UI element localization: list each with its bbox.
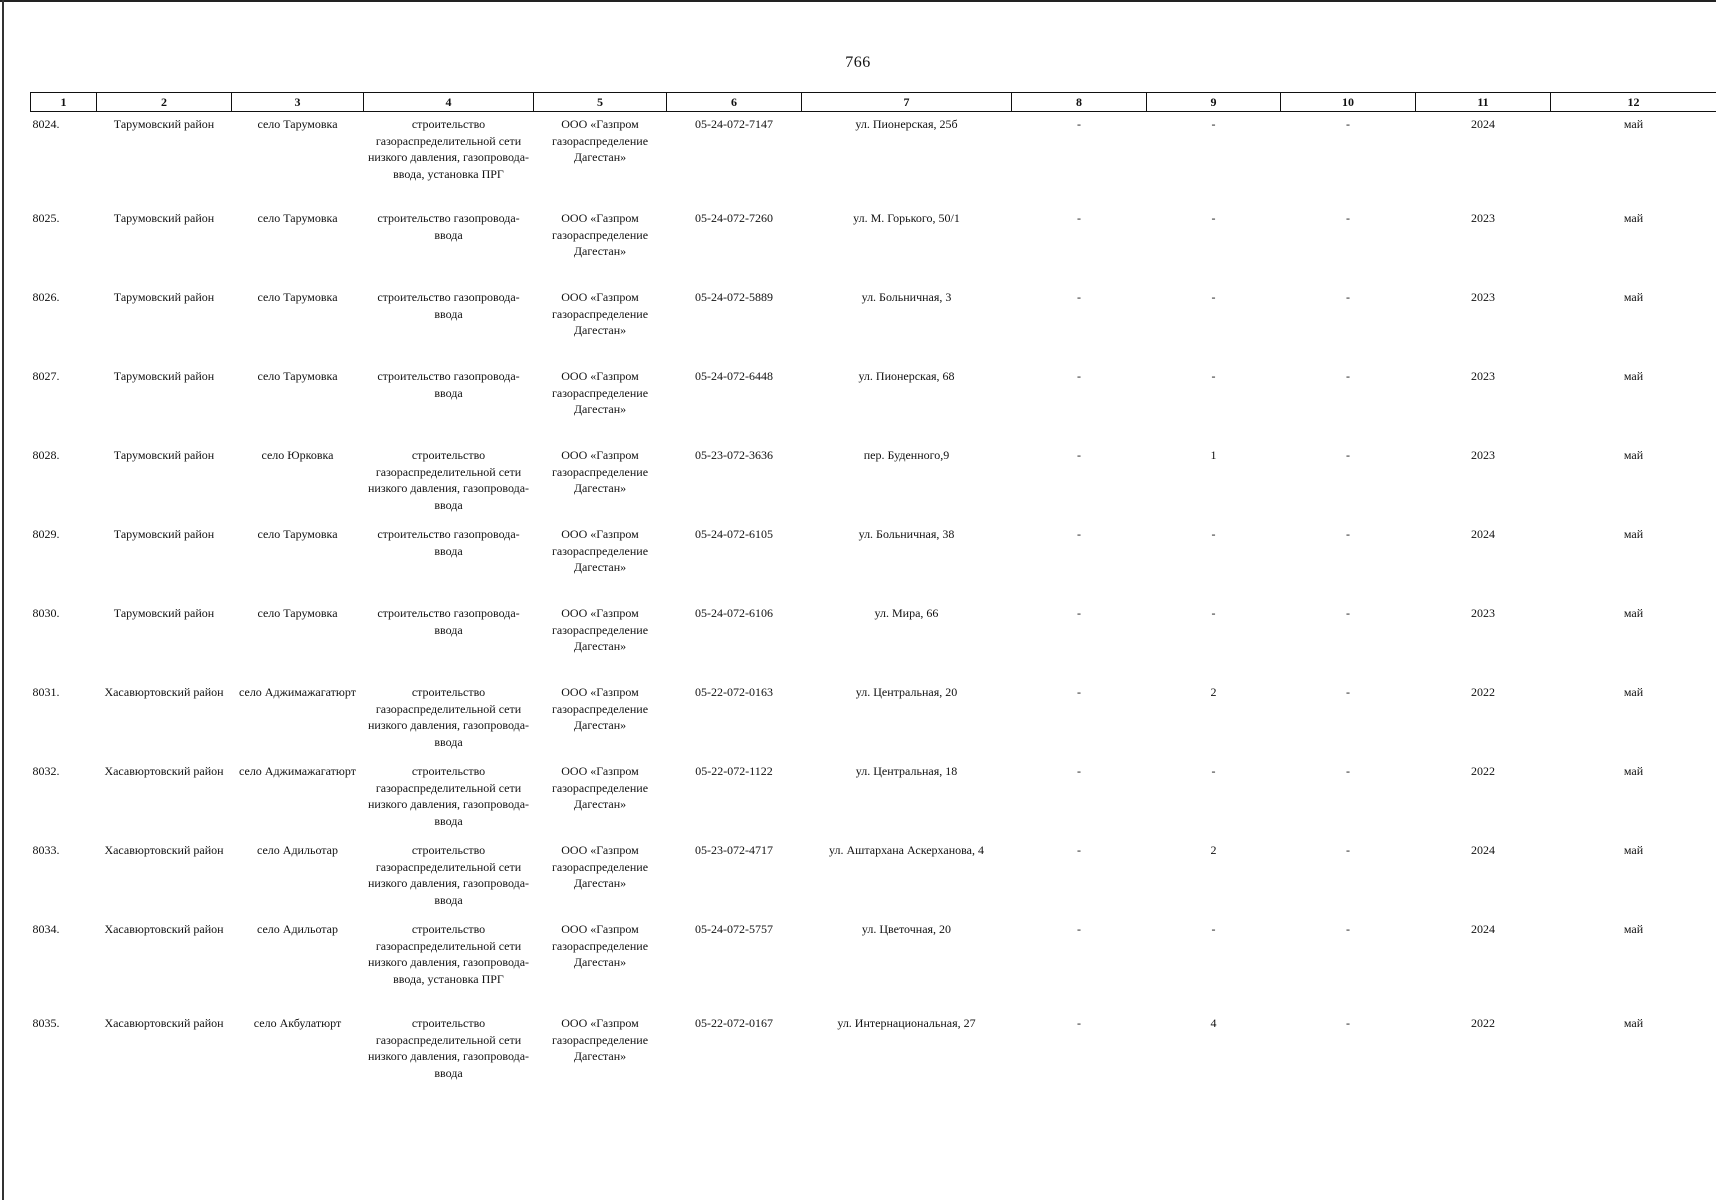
settlement-cell: село Тарумовка	[257, 211, 338, 225]
row-number: 8027.	[32, 369, 60, 383]
column-10-cell: -	[1346, 764, 1350, 778]
table-row	[31, 443, 1716, 522]
application-code-cell: 05-24-072-7260	[695, 211, 773, 225]
year-cell: 2024	[1471, 843, 1495, 857]
column-9-cell: -	[1211, 606, 1216, 620]
year-cell: 2023	[1471, 369, 1495, 383]
column-10-cell: -	[1346, 117, 1350, 131]
column-header-12: 12	[1551, 93, 1716, 112]
column-9-cell: 2	[1210, 685, 1217, 699]
column-header-9: 9	[1147, 93, 1281, 112]
year-cell: 2024	[1471, 922, 1495, 936]
application-code-cell: 05-23-072-4717	[695, 843, 773, 857]
column-10-cell: -	[1346, 527, 1350, 541]
work-description-cell: строительство газораспределительной сети низкого давления, газопровода-ввода	[367, 764, 530, 828]
page-left-border	[2, 0, 4, 1200]
region-cell: Хасавюртовский район	[104, 843, 224, 857]
application-code-cell: 05-22-072-0163	[695, 685, 773, 699]
row-number: 8026.	[32, 290, 60, 304]
row-number: 8032.	[32, 764, 60, 778]
column-8-cell: -	[1077, 117, 1081, 131]
organization-cell: ООО «Газпром газораспределение Дагестан»	[551, 448, 649, 495]
application-code-cell: 05-24-072-7147	[695, 117, 773, 131]
column-8-cell: -	[1077, 290, 1081, 304]
row-number: 8029.	[32, 527, 60, 541]
column-10-cell: -	[1346, 843, 1350, 857]
column-9-cell: 2	[1210, 843, 1217, 857]
region-cell: Тарумовский район	[113, 369, 215, 383]
year-cell: 2022	[1471, 1016, 1495, 1030]
region-cell: Тарумовский район	[113, 527, 215, 541]
work-description-cell: строительство газопровода-ввода	[377, 606, 520, 637]
application-code-cell: 05-22-072-0167	[695, 1016, 773, 1030]
column-8-cell: -	[1077, 527, 1081, 541]
column-8-cell: -	[1077, 764, 1081, 778]
year-cell: 2023	[1471, 290, 1495, 304]
header-row	[31, 93, 1716, 112]
address-cell: ул. Цветочная, 20	[861, 922, 952, 936]
column-8-cell: -	[1077, 685, 1081, 699]
column-9-cell: -	[1211, 922, 1216, 936]
settlement-cell: село Тарумовка	[257, 527, 338, 541]
work-description-cell: строительство газораспределительной сети низкого давления, газопровода-ввода	[367, 1016, 530, 1080]
column-10-cell: -	[1346, 606, 1350, 620]
month-cell: май	[1623, 764, 1644, 778]
application-code-cell: 05-22-072-1122	[695, 764, 773, 778]
settlement-cell: село Тарумовка	[257, 606, 338, 620]
column-8-cell: -	[1077, 448, 1081, 462]
work-description-cell: строительство газопровода-ввода	[377, 290, 520, 321]
address-cell: ул. Центральная, 20	[855, 685, 958, 699]
year-cell: 2023	[1471, 606, 1495, 620]
organization-cell: ООО «Газпром газораспределение Дагестан»	[551, 606, 649, 653]
organization-cell: ООО «Газпром газораспределение Дагестан»	[551, 117, 649, 164]
year-cell: 2024	[1471, 117, 1495, 131]
month-cell: май	[1623, 290, 1644, 304]
address-cell: ул. Аштархана Аскерханова, 4	[829, 843, 984, 857]
organization-cell: ООО «Газпром газораспределение Дагестан»	[551, 843, 649, 890]
row-number: 8030.	[32, 606, 60, 620]
region-cell: Хасавюртовский район	[104, 1016, 224, 1030]
settlement-cell: село Адильотар	[257, 843, 338, 857]
region-cell: Хасавюртовский район	[104, 685, 224, 699]
table-row	[31, 917, 1716, 1011]
column-header-7: 7	[802, 93, 1012, 112]
column-10-cell: -	[1346, 448, 1350, 462]
settlement-cell: село Тарумовка	[257, 369, 338, 383]
page-number: 766	[845, 54, 871, 71]
region-cell: Тарумовский район	[113, 290, 215, 304]
month-cell: май	[1623, 606, 1644, 620]
column-header-10: 10	[1281, 93, 1416, 112]
address-cell: ул. Пионерская, 68	[858, 369, 955, 383]
column-9-cell: -	[1211, 211, 1216, 225]
column-8-cell: -	[1077, 843, 1081, 857]
settlement-cell: село Тарумовка	[257, 117, 338, 131]
column-8-cell: -	[1077, 606, 1081, 620]
column-9-cell: 1	[1210, 448, 1217, 462]
row-number: 8034.	[32, 922, 60, 936]
organization-cell: ООО «Газпром газораспределение Дагестан»	[551, 290, 649, 337]
row-number: 8024.	[32, 117, 60, 131]
column-9-cell: 4	[1210, 1016, 1217, 1030]
row-number: 8031.	[32, 685, 60, 699]
month-cell: май	[1623, 922, 1644, 936]
column-10-cell: -	[1346, 290, 1350, 304]
column-header-4: 4	[364, 93, 534, 112]
application-code-cell: 05-23-072-3636	[695, 448, 773, 462]
organization-cell: ООО «Газпром газораспределение Дагестан»	[551, 527, 649, 574]
column-header-11: 11	[1416, 93, 1551, 112]
address-cell: ул. Мира, 66	[874, 606, 939, 620]
organization-cell: ООО «Газпром газораспределение Дагестан»	[551, 922, 649, 969]
column-10-cell: -	[1346, 369, 1350, 383]
address-cell: ул. М. Горького, 50/1	[853, 211, 960, 225]
column-9-cell: -	[1211, 117, 1216, 131]
column-9-cell: -	[1211, 764, 1216, 778]
row-number: 8033.	[32, 843, 60, 857]
organization-cell: ООО «Газпром газораспределение Дагестан»	[551, 1016, 649, 1063]
organization-cell: ООО «Газпром газораспределение Дагестан»	[551, 211, 649, 258]
row-number: 8035.	[32, 1016, 60, 1030]
settlement-cell: село Юрковка	[261, 448, 334, 462]
table-row	[31, 112, 1716, 207]
application-code-cell: 05-24-072-6106	[695, 606, 773, 620]
column-header-3: 3	[232, 93, 364, 112]
work-description-cell: строительство газораспределительной сети низкого давления, газопровода-ввода	[367, 685, 530, 749]
row-number: 8025.	[32, 211, 60, 225]
table-row	[31, 364, 1716, 443]
column-9-cell: -	[1211, 290, 1216, 304]
column-header-8: 8	[1012, 93, 1147, 112]
address-cell: ул. Центральная, 18	[855, 764, 958, 778]
column-8-cell: -	[1077, 211, 1081, 225]
table-body	[31, 112, 1716, 1091]
work-description-cell: строительство газопровода-ввода	[377, 211, 520, 242]
month-cell: май	[1623, 117, 1644, 131]
settlement-cell: село Акбулатюрт	[253, 1016, 342, 1030]
column-10-cell: -	[1346, 922, 1350, 936]
column-9-cell: -	[1211, 369, 1216, 383]
address-cell: ул. Интернациональная, 27	[837, 1016, 976, 1030]
page-top-border	[0, 0, 1716, 2]
settlement-cell: село Тарумовка	[257, 290, 338, 304]
month-cell: май	[1623, 843, 1644, 857]
work-description-cell: строительство газопровода-ввода	[377, 369, 520, 400]
column-header-1: 1	[31, 93, 97, 112]
address-cell: ул. Больничная, 38	[858, 527, 955, 541]
table-row	[31, 838, 1716, 917]
application-code-cell: 05-24-072-6448	[695, 369, 773, 383]
region-cell: Хасавюртовский район	[104, 764, 224, 778]
work-description-cell: строительство газораспределительной сети низкого давления, газопровода-ввода	[367, 448, 530, 512]
region-cell: Тарумовский район	[113, 117, 215, 131]
year-cell: 2023	[1471, 448, 1495, 462]
column-10-cell: -	[1346, 1016, 1350, 1030]
month-cell: май	[1623, 448, 1644, 462]
organization-cell: ООО «Газпром газораспределение Дагестан»	[551, 369, 649, 416]
data-table	[30, 92, 1716, 1090]
month-cell: май	[1623, 211, 1644, 225]
application-code-cell: 05-24-072-5757	[695, 922, 773, 936]
organization-cell: ООО «Газпром газораспределение Дагестан»	[551, 685, 649, 732]
table-row	[31, 206, 1716, 285]
organization-cell: ООО «Газпром газораспределение Дагестан»	[551, 764, 649, 811]
column-header-5: 5	[534, 93, 667, 112]
region-cell: Тарумовский район	[113, 606, 215, 620]
region-cell: Тарумовский район	[113, 211, 215, 225]
table-row	[31, 285, 1716, 364]
table-header	[31, 93, 1716, 112]
year-cell: 2022	[1471, 685, 1495, 699]
address-cell: ул. Пионерская, 25б	[855, 117, 958, 131]
work-description-cell: строительство газораспределительной сети низкого давления, газопровода-ввода, установка ПРГ	[367, 922, 530, 986]
column-8-cell: -	[1077, 1016, 1081, 1030]
column-10-cell: -	[1346, 211, 1350, 225]
table-row	[31, 759, 1716, 838]
work-description-cell: строительство газораспределительной сети низкого давления, газопровода-ввода, установка ПРГ	[367, 117, 530, 181]
settlement-cell: село Адильотар	[257, 922, 338, 936]
address-cell: пер. Буденного,9	[863, 448, 950, 462]
region-cell: Хасавюртовский район	[104, 922, 224, 936]
month-cell: май	[1623, 1016, 1644, 1030]
year-cell: 2023	[1471, 211, 1495, 225]
application-code-cell: 05-24-072-6105	[695, 527, 773, 541]
address-cell: ул. Больничная, 3	[861, 290, 952, 304]
row-number: 8028.	[32, 448, 60, 462]
column-header-2: 2	[97, 93, 232, 112]
table-row	[31, 1011, 1716, 1090]
region-cell: Тарумовский район	[113, 448, 215, 462]
work-description-cell: строительство газопровода-ввода	[377, 527, 520, 558]
settlement-cell: село Аджимажагатюрт	[239, 685, 356, 699]
table-row	[31, 680, 1716, 759]
table-row	[31, 601, 1716, 680]
work-description-cell: строительство газораспределительной сети низкого давления, газопровода-ввода	[367, 843, 530, 907]
month-cell: май	[1623, 685, 1644, 699]
column-9-cell: -	[1211, 527, 1216, 541]
column-header-6: 6	[667, 93, 802, 112]
year-cell: 2022	[1471, 764, 1495, 778]
application-code-cell: 05-24-072-5889	[695, 290, 773, 304]
month-cell: май	[1623, 369, 1644, 383]
year-cell: 2024	[1471, 527, 1495, 541]
column-10-cell: -	[1346, 685, 1350, 699]
month-cell: май	[1623, 527, 1644, 541]
table-row	[31, 522, 1716, 601]
settlement-cell: село Аджимажагатюрт	[239, 764, 356, 778]
column-8-cell: -	[1077, 369, 1081, 383]
column-8-cell: -	[1077, 922, 1081, 936]
